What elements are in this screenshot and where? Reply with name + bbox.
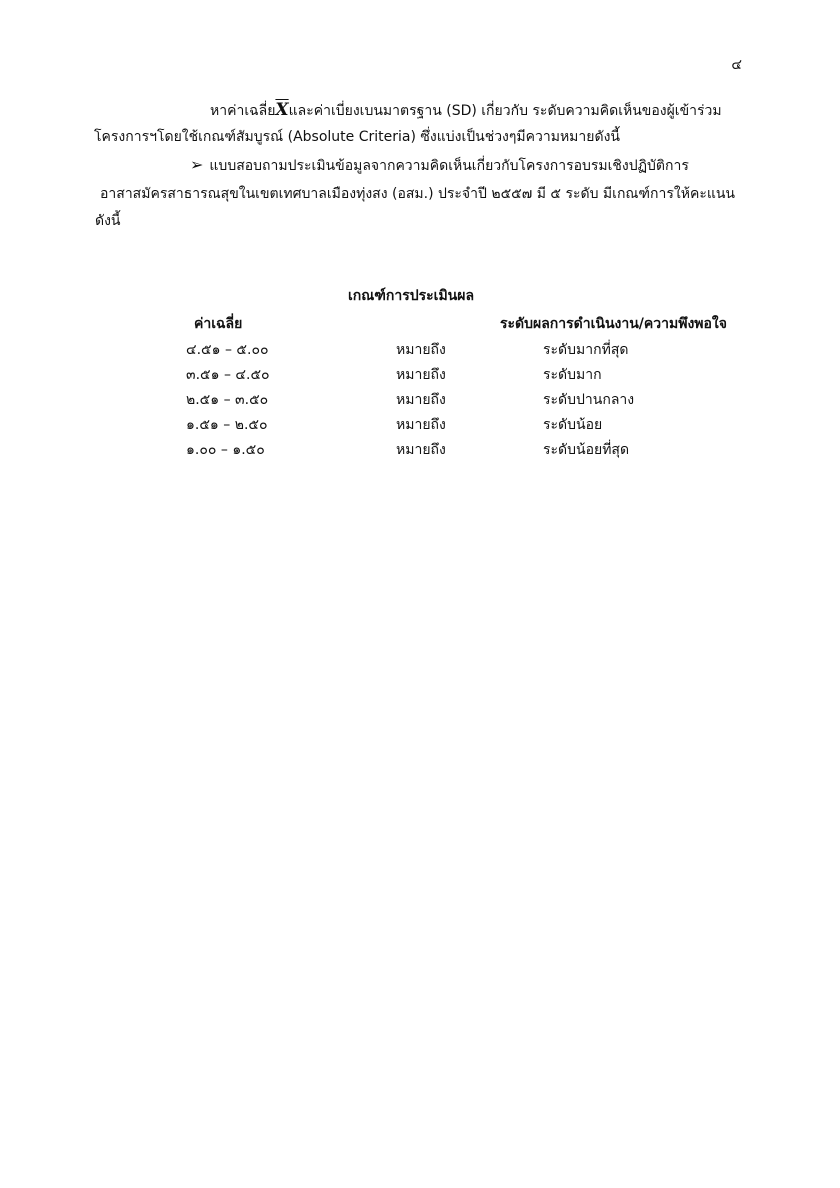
intro-line-1 bbox=[210, 100, 722, 121]
bullet-line-1-text: แบบสอบถามประเมินข้อมูลจากความคิดเห็นเกี่ยวกับโครงการอบรมเชิงปฏิบัติการ bbox=[209, 158, 689, 174]
criteria-row bbox=[0, 339, 840, 365]
row-level: ระดับมากที่สุด bbox=[543, 342, 629, 358]
bullet-line-2: อาสาสมัครสาธารณสุขในเขตเทศบาลเมืองทุ่งสง (อสม.) ประจำปี ๒๕๕๗ มี ๕ ระดับ มีเกณฑ์การให้คะแนน bbox=[100, 186, 735, 202]
row-level: ระดับปานกลาง bbox=[543, 392, 635, 408]
row-range: ๑.๕๑ – ๒.๕๐ bbox=[186, 417, 268, 433]
intro-line-2: โครงการฯโดยใช้เกณฑ์สัมบูรณ์ (Absolute Criteria) ซึ่งแบ่งเป็นช่วงๆมีความหมายดังนี้ bbox=[94, 129, 620, 145]
bullet-line-1 bbox=[190, 155, 689, 176]
row-means: หมายถึง bbox=[396, 342, 446, 358]
row-level: ระดับมาก bbox=[543, 367, 602, 383]
row-level: ระดับน้อยที่สุด bbox=[543, 442, 630, 458]
x-bar-symbol: $\overline{X}$ bbox=[275, 100, 289, 120]
row-range: ๔.๕๑ – ๕.๐๐ bbox=[186, 342, 269, 358]
criteria-row bbox=[0, 389, 840, 415]
header-average: ค่าเฉลี่ย bbox=[194, 316, 243, 332]
bullet-line-3: ดังนี้ bbox=[95, 213, 121, 229]
row-means: หมายถึง bbox=[396, 442, 446, 458]
criteria-row bbox=[0, 439, 840, 465]
row-range: ๓.๕๑ – ๔.๕๐ bbox=[186, 367, 270, 383]
intro-line-1-suffix: และค่าเบี่ยงเบนมาตรฐาน (SD) เกี่ยวกับ ระดับความคิดเห็นของผู้เข้าร่วม bbox=[288, 103, 722, 119]
row-means: หมายถึง bbox=[396, 392, 446, 408]
criteria-title: เกณฑ์การประเมินผล bbox=[348, 288, 475, 304]
row-means: หมายถึง bbox=[396, 417, 446, 433]
row-level: ระดับน้อย bbox=[543, 417, 603, 433]
intro-line-1-prefix: หาค่าเฉลี่ย bbox=[210, 103, 276, 119]
page-number: ๔ bbox=[731, 57, 742, 73]
row-range: ๒.๕๑ – ๓.๕๐ bbox=[186, 392, 269, 408]
arrow-bullet-icon: ➢ bbox=[190, 155, 204, 174]
criteria-row bbox=[0, 364, 840, 390]
row-range: ๑.๐๐ – ๑.๕๐ bbox=[186, 442, 265, 458]
criteria-row bbox=[0, 414, 840, 440]
row-means: หมายถึง bbox=[396, 367, 446, 383]
header-level: ระดับผลการดำเนินงาน/ความพึงพอใจ bbox=[500, 316, 727, 332]
